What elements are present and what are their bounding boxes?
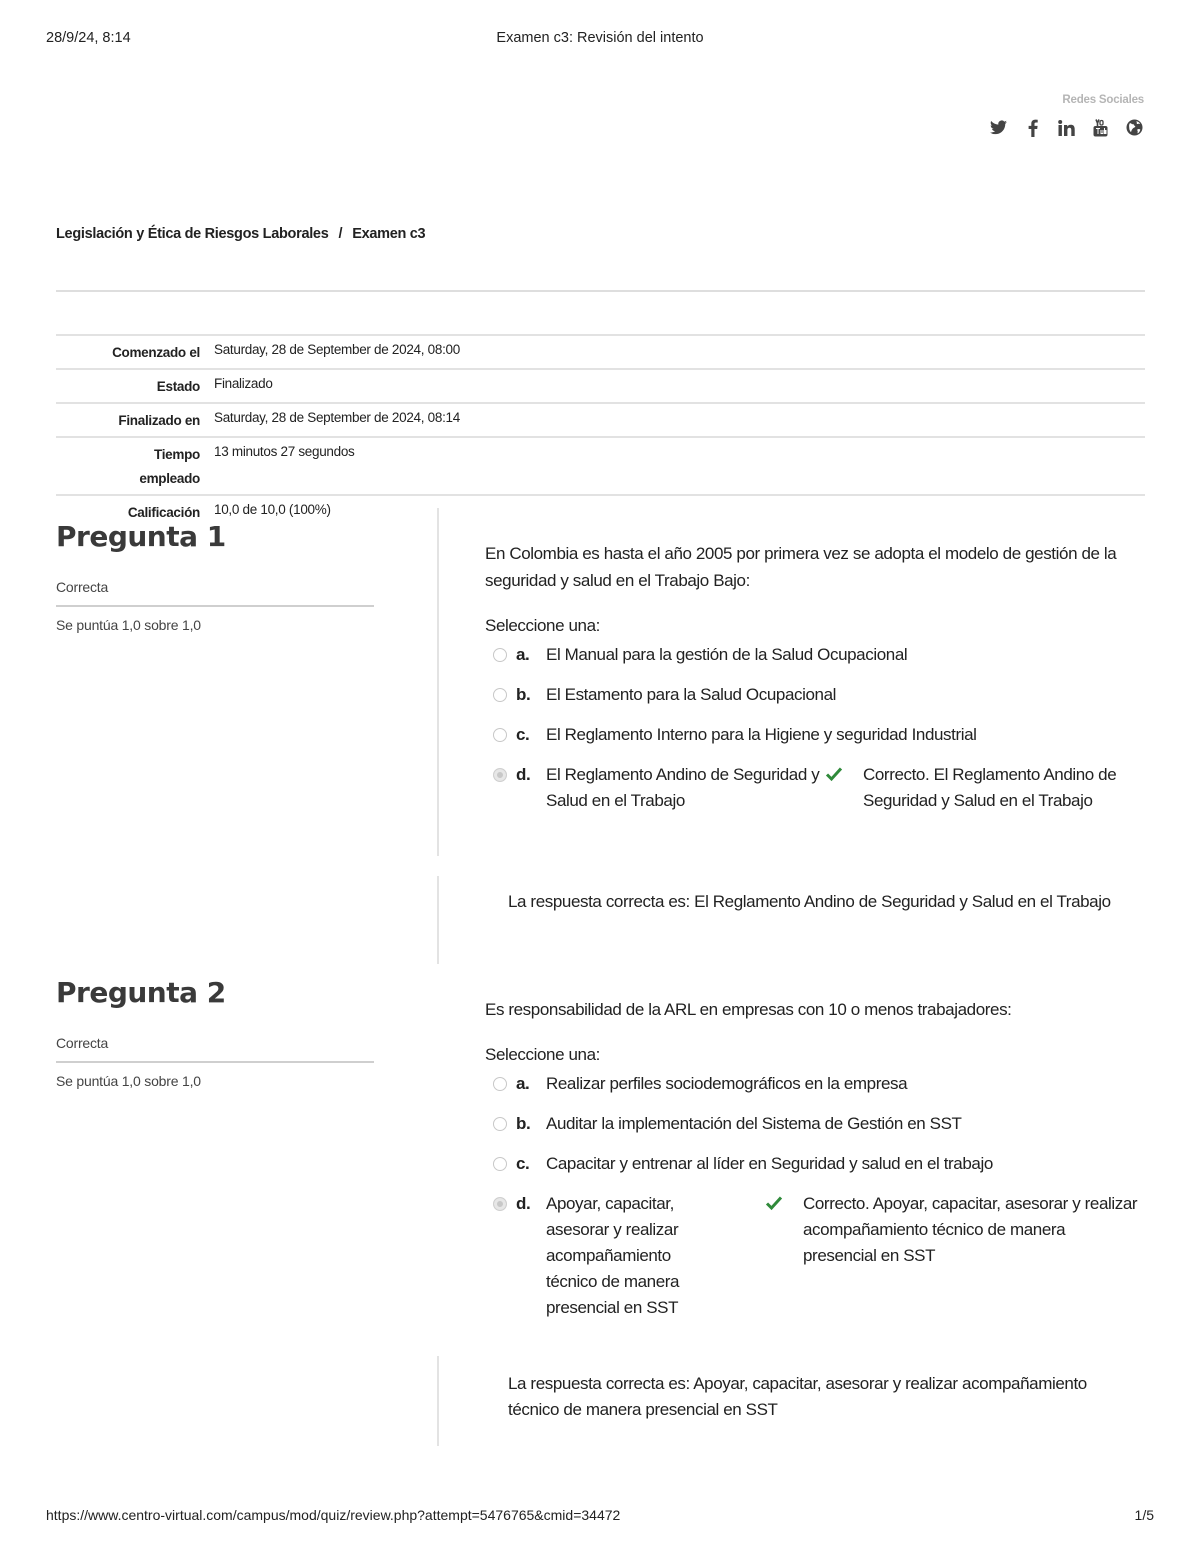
answer-text: El Reglamento Interno para la Higiene y seguridad Industrial (546, 725, 977, 744)
answer-option[interactable] (485, 1151, 1140, 1177)
answer-option[interactable] (485, 1071, 1140, 1097)
answer-radio[interactable] (493, 648, 507, 662)
answer-option[interactable] (485, 722, 1140, 748)
breadcrumb (56, 226, 425, 242)
answer-option[interactable] (485, 642, 1140, 668)
social-label: Redes Sociales (1062, 94, 1144, 106)
question-state: Correcta (56, 579, 374, 607)
answer-radio-checked[interactable] (493, 768, 507, 782)
question-grade: Se puntúa 1,0 sobre 1,0 (56, 1073, 201, 1089)
linkedin-icon[interactable] (1057, 118, 1076, 137)
breadcrumb-separator: / (338, 226, 343, 242)
question-state: Correcta (56, 1035, 374, 1063)
summary-value: Finalizado (214, 376, 273, 391)
summary-row-time (56, 437, 1145, 495)
answer-feedback: Correcto. Apoyar, capacitar, asesorar y realizar acompañamiento técnico de manera presencial en SST (803, 1194, 1138, 1265)
answer-prompt: Seleccione una: (485, 1045, 600, 1064)
globe-icon[interactable] (1125, 118, 1144, 137)
question-text: En Colombia es hasta el año 2005 por primera vez se adopta el modelo de gestión de la seguridad y salud en el Trabajo Bajo: (485, 544, 1117, 590)
answer-letter: a. (516, 1074, 530, 1093)
answer-text: El Estamento para la Salud Ocupacional (546, 685, 837, 704)
twitter-icon[interactable] (989, 118, 1008, 137)
answer-radio[interactable] (493, 1117, 507, 1131)
header-divider (56, 290, 1145, 292)
breadcrumb-current[interactable]: Examen c3 (352, 226, 426, 242)
right-answer: La respuesta correcta es: El Reglamento Andino de Seguridad y Salud en el Trabajo (508, 892, 1111, 911)
answer-text: El Reglamento Andino de Seguridad y Salud en el Trabajo (546, 765, 820, 810)
answer-text: Capacitar y entrenar al líder en Seguridad y salud en el trabajo (546, 1154, 993, 1173)
summary-label: Estado (156, 379, 200, 394)
summary-value: 10,0 de 10,0 (100%) (214, 502, 331, 517)
question-text: Es responsabilidad de la ARL en empresas con 10 o menos trabajadores: (485, 1000, 1012, 1019)
answer-radio[interactable] (493, 1157, 507, 1171)
question-info (56, 976, 374, 1089)
question-divider (437, 876, 439, 964)
answer-list (485, 1071, 1140, 1323)
facebook-icon[interactable] (1023, 118, 1042, 137)
answer-option-selected[interactable] (485, 762, 1140, 842)
question-content (485, 996, 1140, 1337)
answer-radio[interactable] (493, 688, 507, 702)
right-answer: La respuesta correcta es: Apoyar, capacitar, asesorar y realizar acompañamiento técnico de manera presencial en SST (508, 1374, 1087, 1419)
answer-radio[interactable] (493, 728, 507, 742)
print-page-number: 1/5 (1134, 1507, 1154, 1523)
answer-letter: d. (516, 1194, 531, 1213)
question-info (56, 520, 374, 633)
answer-letter: b. (516, 1114, 531, 1133)
summary-label: Tiempo empleado (139, 447, 200, 486)
attempt-summary-table (56, 334, 1145, 528)
summary-value: Saturday, 28 de September de 2024, 08:14 (214, 410, 460, 425)
answer-text: Apoyar, capacitar, asesorar y realizar acompañamiento técnico de manera presencial en SST (546, 1194, 680, 1317)
answer-letter: c. (516, 1154, 530, 1173)
summary-label: Finalizado en (118, 413, 200, 428)
question-divider (437, 508, 439, 856)
question-title: Pregunta 2 (56, 976, 226, 1009)
print-url: https://www.centro-virtual.com/campus/mod/quiz/review.php?attempt=5476765&cmid=34472 (46, 1507, 621, 1523)
answer-text: Auditar la implementación del Sistema de Gestión en SST (546, 1114, 962, 1133)
print-date: 28/9/24, 8:14 (46, 30, 131, 46)
answer-letter: a. (516, 645, 530, 664)
print-title: Examen c3: Revisión del intento (496, 30, 704, 46)
summary-value: Saturday, 28 de September de 2024, 08:00 (214, 342, 460, 357)
summary-row-finished (56, 403, 1145, 437)
answer-feedback: Correcto. El Reglamento Andino de Seguridad y Salud en el Trabajo (863, 765, 1117, 810)
answer-letter: c. (516, 725, 530, 744)
question-divider (437, 1356, 439, 1446)
summary-label: Calificación (127, 505, 200, 520)
question-content (485, 540, 1140, 856)
summary-value: 13 minutos 27 segundos (214, 444, 355, 459)
answer-text: Realizar perfiles sociodemográficos en la empresa (546, 1074, 908, 1093)
answer-option-selected[interactable] (485, 1191, 1140, 1323)
breadcrumb-course-link[interactable]: Legislación y Ética de Riesgos Laborales (56, 226, 329, 242)
answer-radio-checked[interactable] (493, 1197, 507, 1211)
check-icon (825, 765, 843, 783)
answer-letter: d. (516, 765, 531, 784)
question-title: Pregunta 1 (56, 520, 226, 553)
answer-text: El Manual para la gestión de la Salud Ocupacional (546, 645, 908, 664)
check-icon (765, 1194, 783, 1212)
answer-prompt: Seleccione una: (485, 616, 600, 635)
print-footer (46, 1507, 1154, 1523)
summary-row-started (56, 335, 1145, 369)
answer-letter: b. (516, 685, 531, 704)
summary-label: Comenzado el (112, 345, 200, 360)
social-block (844, 94, 1144, 137)
answer-radio[interactable] (493, 1077, 507, 1091)
answer-option[interactable] (485, 682, 1140, 708)
youtube-icon[interactable] (1091, 118, 1110, 137)
answer-option[interactable] (485, 1111, 1140, 1137)
question-grade: Se puntúa 1,0 sobre 1,0 (56, 617, 201, 633)
answer-list (485, 642, 1140, 842)
summary-row-state (56, 369, 1145, 403)
